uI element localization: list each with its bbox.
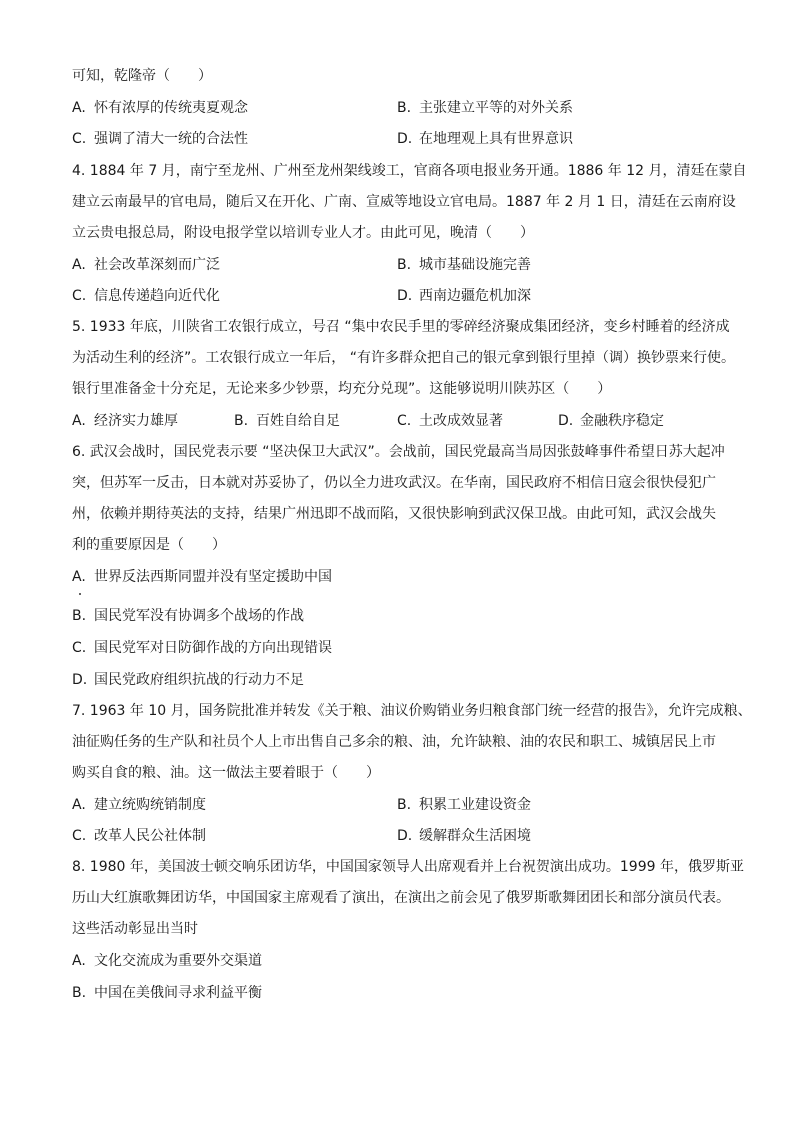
q6-option-d[interactable] <box>72 670 304 690</box>
q6-stem-line: 州，依赖并期待英法的支持，结果广州迅即不战而陷，又很快影响到武汉保卫战。由此可知，武汉会战失 <box>72 506 716 522</box>
option-letter: D. <box>397 131 413 147</box>
option-text: 主张建立平等的对外关系 <box>419 100 573 116</box>
option-text: 城市基础设施完善 <box>419 257 531 273</box>
option-text: 金融秩序稳定 <box>580 413 664 429</box>
option-letter: A. <box>72 797 86 813</box>
option-letter: D. <box>397 288 413 304</box>
option-letter: C. <box>72 131 87 147</box>
option-letter: D. <box>72 672 88 688</box>
option-letter: A. <box>72 100 86 116</box>
option-text: 改革人民公社体制 <box>94 828 206 844</box>
q4-option-b[interactable] <box>397 255 531 275</box>
q3-option-d[interactable] <box>397 129 573 149</box>
option-text: 建立统购统销制度 <box>94 797 206 813</box>
q6-option-c[interactable] <box>72 638 332 658</box>
option-letter: D. <box>558 413 574 429</box>
q4-option-d[interactable] <box>397 286 531 306</box>
q4-option-a[interactable] <box>72 255 220 275</box>
option-letter: B. <box>397 257 412 273</box>
q6-stem-line: 突，但苏军一反击，日本就对苏妥协了，仍以全力进攻武汉。在华南，国民政府不相信日寇会很快侵犯广 <box>72 475 716 491</box>
q7-option-a[interactable] <box>72 795 206 815</box>
q5-stem-line: 为活动生利的经济”。工农银行成立一年后， “有许多群众把自己的银元拿到银行里掉（调）换钞票来行使。 <box>72 350 735 366</box>
option-letter: B. <box>397 100 412 116</box>
q5-option-c[interactable] <box>397 411 503 431</box>
option-letter: D. <box>397 828 413 844</box>
option-text: 国民党军没有协调多个战场的作战 <box>94 608 304 624</box>
option-letter: B. <box>72 985 87 1001</box>
q3-option-a[interactable] <box>72 98 248 118</box>
option-letter: C. <box>72 640 87 656</box>
q5-option-b[interactable] <box>234 411 340 431</box>
q6-option-b[interactable] <box>72 606 304 626</box>
q8-stem-line: 8. 1980 年，美国波士顿交响乐团访华，中国国家领导人出席观看并上台祝贺演出成功。1999 年，俄罗斯亚 <box>72 859 744 875</box>
q8-stem-line: 历山大红旗歌舞团访华，中国国家主席观看了演出，在演出之前会见了俄罗斯歌舞团团长和部分演员代表。 <box>72 890 730 906</box>
option-text: 文化交流成为重要外交渠道 <box>94 953 262 969</box>
q3-option-c[interactable] <box>72 129 248 149</box>
q3-stem-tail: 可知，乾隆帝（ ） <box>72 68 212 84</box>
option-letter: B. <box>397 797 412 813</box>
option-letter: A. <box>72 257 86 273</box>
q8-stem-line: 这些活动彰显出当时 <box>72 921 198 937</box>
q6-stem-line: 利的重要原因是（ ） <box>72 537 226 553</box>
option-letter: A. <box>72 953 86 969</box>
option-text: 信息传递趋向近代化 <box>94 288 220 304</box>
q7-option-b[interactable] <box>397 795 531 815</box>
option-letter: A. <box>72 413 86 429</box>
q4-stem-line: 立云贵电报总局，附设电报学堂以培训专业人才。由此可见，晚清（ ） <box>72 225 534 241</box>
stray-dot <box>79 593 81 595</box>
q3-option-b[interactable] <box>397 98 573 118</box>
option-text: 中国在美俄间寻求利益平衡 <box>94 985 262 1001</box>
q7-option-d[interactable] <box>397 826 531 846</box>
q5-stem-line: 银行里准备金十分充足，无论来多少钞票，均充分兑现”。这能够说明川陕苏区（ ） <box>72 381 612 397</box>
option-text: 经济实力雄厚 <box>94 413 178 429</box>
option-text: 怀有浓厚的传统夷夏观念 <box>94 100 248 116</box>
q4-stem-line: 4. 1884 年 7 月，南宁至龙州、广州至龙州架线竣工，官商各项电报业务开通。1886 年 12 月，清廷在蒙自 <box>72 163 747 179</box>
option-letter: B. <box>72 608 87 624</box>
q4-option-c[interactable] <box>72 286 220 306</box>
option-text: 在地理观上具有世界意识 <box>419 131 573 147</box>
q8-option-a[interactable] <box>72 951 262 971</box>
option-letter: B. <box>234 413 249 429</box>
option-letter: A. <box>72 569 86 585</box>
q7-option-c[interactable] <box>72 826 206 846</box>
option-letter: C. <box>397 413 412 429</box>
q5-stem-line: 5. 1933 年底，川陕省工农银行成立，号召 “集中农民手里的零碎经济聚成集团经济，变乡村睡着的经济成 <box>72 319 730 335</box>
q4-stem-line: 建立云南最早的官电局，随后又在开化、广南、宣威等地设立官电局。1887 年 2 月 1 日，清廷在云南府设 <box>72 194 736 210</box>
q5-option-d[interactable] <box>558 411 664 431</box>
q8-option-b[interactable] <box>72 983 262 1003</box>
q6-stem-line: 6. 武汉会战时，国民党表示要 “坚决保卫大武汉”。会战前，国民党最高当局因张鼓峰事件希望日苏大起冲 <box>72 444 725 460</box>
option-text: 国民党军对日防御作战的方向出现错误 <box>94 640 332 656</box>
option-letter: C. <box>72 288 87 304</box>
q7-stem-line: 油征购任务的生产队和社员个人上市出售自己多余的粮、油，允许缺粮、油的农民和职工、城镇居民上市 <box>72 734 716 750</box>
option-text: 社会改革深刻而广泛 <box>94 257 220 273</box>
q6-option-a[interactable] <box>72 567 332 587</box>
option-letter: C. <box>72 828 87 844</box>
option-text: 西南边疆危机加深 <box>419 288 531 304</box>
option-text: 百姓自给自足 <box>256 413 340 429</box>
q7-stem-line: 购买自食的粮、油。这一做法主要着眼于（ ） <box>72 765 380 781</box>
option-text: 土改成效显著 <box>419 413 503 429</box>
option-text: 强调了清大一统的合法性 <box>94 131 248 147</box>
option-text: 积累工业建设资金 <box>419 797 531 813</box>
option-text: 国民党政府组织抗战的行动力不足 <box>94 672 304 688</box>
q7-stem-line: 7. 1963 年 10 月，国务院批准并转发《关于粮、油议价购销业务归粮食部门统一经营的报告》，允许完成粮、 <box>72 703 752 719</box>
q5-option-a[interactable] <box>72 411 178 431</box>
option-text: 缓解群众生活困境 <box>419 828 531 844</box>
option-text: 世界反法西斯同盟并没有坚定援助中国 <box>94 569 332 585</box>
